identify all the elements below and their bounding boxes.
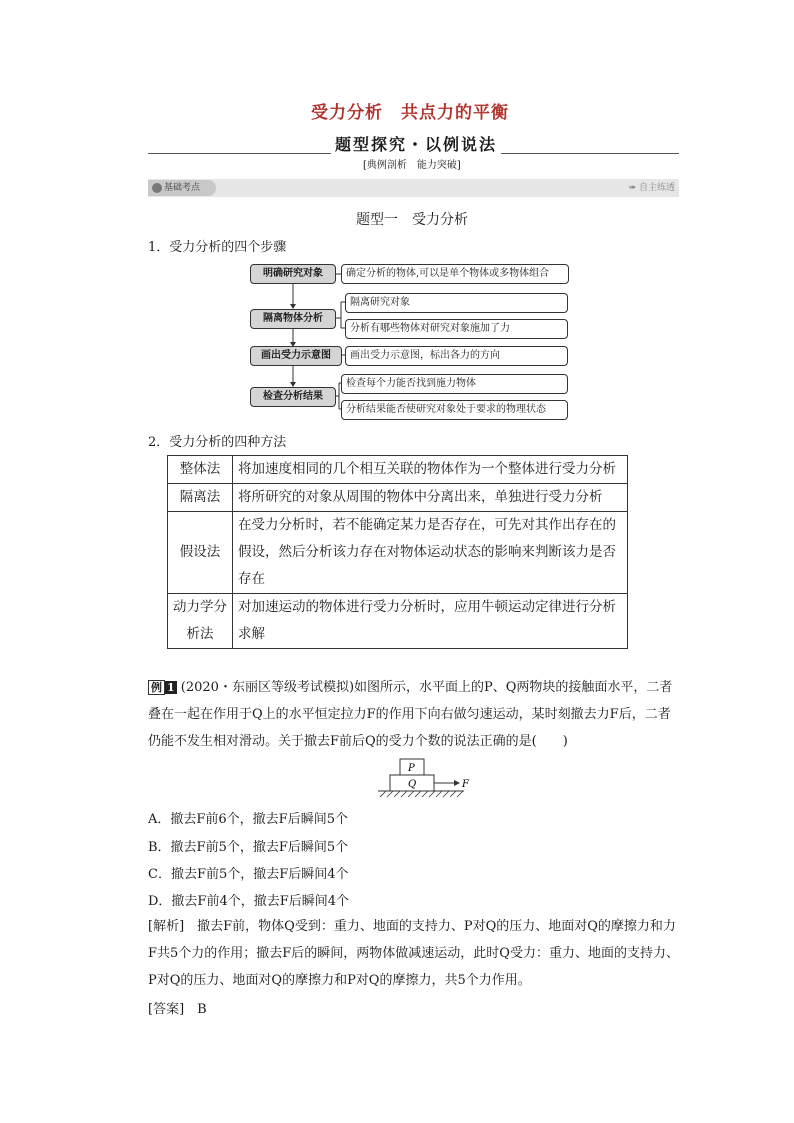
method-desc: 将加速度相同的几个相互关联的物体作为一个整体进行受力分析 xyxy=(233,456,628,484)
label-f: F xyxy=(462,779,469,790)
table-row xyxy=(168,484,628,512)
section-bar xyxy=(148,179,679,197)
basic-points-tag: 基础考点 xyxy=(148,180,216,196)
method-name: 动力学分析法 xyxy=(168,594,233,649)
method-desc: 将所研究的对象从周围的物体中分离出来，单独进行受力分析 xyxy=(233,484,628,512)
methods-table xyxy=(167,455,628,649)
analysis-text: [解析] 撤去F前，物体Q受到：重力、地面的支持力、P对Q的压力、地面对Q的摩擦力和力F共5个力的作用；撤去F后的瞬间，两物体做减速运动，此时Q受力：重力、地面的支持力、P对Q的压力、地面对Q的摩擦力和P对Q的摩擦力，共5个力作用。 xyxy=(148,919,679,988)
flow-step-3: 画出受力示意图 xyxy=(250,346,342,366)
subsection-1-title: 1．受力分析的四个步骤 xyxy=(148,240,287,255)
method-name: 隔离法 xyxy=(168,484,233,512)
option-d: D．撤去F前4个，撤去F后瞬间4个 xyxy=(148,894,350,909)
flow-note-6: 分析结果能否使研究对象处于要求的物理状态 xyxy=(341,400,568,420)
topic-heading: 题型一 受力分析 xyxy=(356,212,468,228)
example-tag: 例 xyxy=(148,680,165,695)
table-row xyxy=(168,456,628,484)
flow-note-1: 确定分析的物体,可以是单个物体或多物体组合 xyxy=(341,264,569,284)
method-name: 整体法 xyxy=(168,456,233,484)
example-number: 1 xyxy=(167,681,175,694)
self-practice-tag: ➠ 自主练透 xyxy=(628,183,675,193)
method-name: 假设法 xyxy=(168,512,233,594)
section-banner xyxy=(148,128,679,174)
label-p: P xyxy=(408,763,415,774)
table-row xyxy=(168,594,628,649)
flow-step-1: 明确研究对象 xyxy=(250,264,336,284)
flow-step-2: 隔离物体分析 xyxy=(250,309,336,329)
answer-text: [答案] B xyxy=(148,1002,207,1017)
option-a: A．撤去F前6个，撤去F后瞬间5个 xyxy=(148,812,348,827)
label-q: Q xyxy=(408,779,417,790)
block-figure xyxy=(360,757,480,799)
page-title: 受力分析 共点力的平衡 xyxy=(311,103,509,123)
flow-note-2: 隔离研究对象 xyxy=(345,293,568,313)
flow-note-4: 画出受力示意图，标出各力的方向 xyxy=(345,346,568,366)
method-desc: 在受力分析时，若不能确定某力是否存在，可先对其作出存在的假设，然后分析该力存在对物体运动状态的影响来判断该力是否存在 xyxy=(233,512,628,594)
table-row xyxy=(168,512,628,594)
example-question xyxy=(148,674,680,755)
flow-note-3: 分析有哪些物体对研究对象施加了力 xyxy=(345,319,568,339)
option-b: B．撤去F前5个，撤去F后瞬间5个 xyxy=(148,840,349,855)
banner-title: 题型探究・以例说法 xyxy=(331,132,501,155)
circle-icon xyxy=(152,183,162,193)
subsection-2-title: 2．受力分析的四种方法 xyxy=(148,435,287,450)
example-text: (2020・东丽区等级考试模拟)如图所示，水平面上的P、Q两物块的接触面水平，二者叠在一起在作用于Q上的水平恒定拉力F的作用下向右做匀速运动，某时刻撤去力F后，二者仍能不发生相对滑动。关于撤去F前后Q的受力个数的说法正确的是( ) xyxy=(148,680,673,749)
banner-subtitle: [典例剖析 能力突破] xyxy=(363,160,461,171)
flow-step-4: 检查分析结果 xyxy=(250,387,336,407)
flow-note-5: 检查每个力能否找到施力物体 xyxy=(341,374,568,394)
option-c: C．撤去F前5个，撤去F后瞬间4个 xyxy=(148,867,349,882)
flowchart xyxy=(250,258,580,428)
method-desc: 对加速运动的物体进行受力分析时，应用牛顿运动定律进行分析求解 xyxy=(233,594,628,649)
